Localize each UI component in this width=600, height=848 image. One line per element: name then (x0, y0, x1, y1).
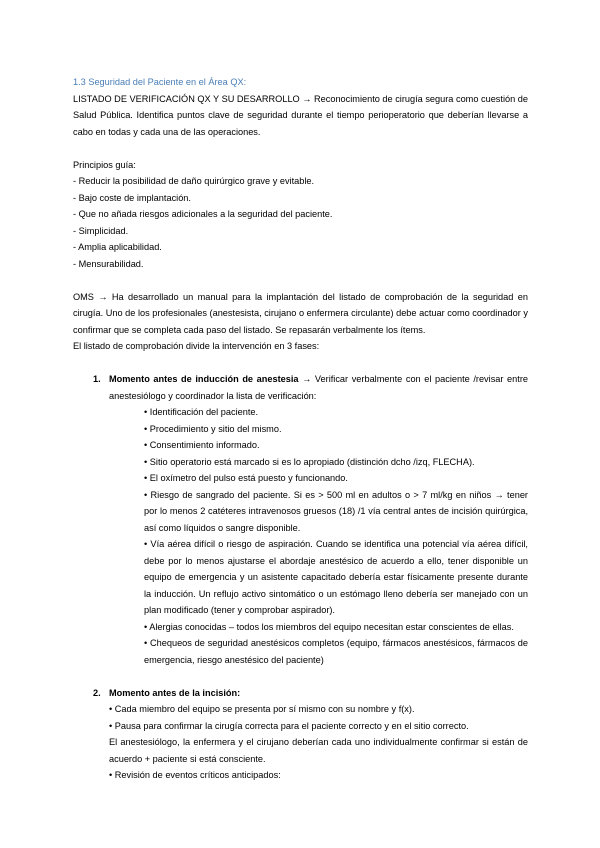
checklist-item: • Identificación del paciente. (144, 407, 259, 417)
phase-1 (93, 371, 528, 668)
section-title: 1.3 Seguridad del Paciente en el Área QX: (73, 77, 247, 87)
checklist-item: • Sitio operatorio está marcado si es lo apropiado (distinción dcho /izq, FLECHA). (144, 456, 475, 467)
checklist-item: • Riesgo de sangrado del paciente. Si es > 500 ml en adultos o > 7 ml/kg en niños → tener por lo menos 2 catéteres intravenosos gruesos (18) /1 vía central antes de incisión quirúrgica, así como líquidos o sangre disponible. (144, 489, 528, 533)
phase-number: 2. (93, 687, 101, 698)
phase-1-checklist (144, 404, 528, 668)
principle-item: - Mensurabilidad. (73, 258, 144, 269)
checklist-item: • Consentimiento informado. (144, 440, 260, 450)
phase-2-line: • Pausa para confirmar la cirugía correcta para el paciente correcto y en el sitio correcto. (109, 720, 469, 731)
phase-1-desc: → Verificar verbalmente con el paciente /revisar entre anestesiólogo y coordinador la lista de verificación: (109, 374, 528, 401)
checklist-item: • Chequeos de seguridad anestésicos completos (equipo, fármacos anestésicos, fármacos de emergencia, riesgo anestésico del paciente) (144, 638, 528, 665)
phase-1-title: Momento antes de inducción de anestesia (109, 374, 299, 384)
checklist-item: • El oxímetro del pulso está puesto y funcionando. (144, 473, 348, 483)
document-page (73, 74, 528, 784)
intro-paragraph: LISTADO DE VERIFICACIÓN QX Y SU DESARROLLO → Reconocimiento de cirugía segura como cuestión de Salud Pública. Identifica puntos clave de seguridad durante el tiempo perioperatorio que deberían llevarse a cabo en todas y cada una de las operaciones. (73, 93, 528, 137)
checklist-item: • Alergias conocidas – todos los miembros del equipo necesitan estar conscientes de ellas. (144, 621, 514, 632)
phase-2 (93, 685, 528, 784)
phase-2-line: • Revisión de eventos críticos anticipados: (109, 770, 281, 780)
principle-item: - Amplia aplicabilidad. (73, 242, 162, 252)
principle-item: - Que no añada riesgos adicionales a la seguridad del paciente. (73, 209, 333, 219)
checklist-item: • Vía aérea difícil o riesgo de aspiración. Cuando se identifica una potencial vía aérea difícil, debe por lo menos ajustarse el abordaje anestésico de acuerdo a ello, tener disponible un equipo de emergencia y un asistente capacitado debería estar físicamente presente durante la inducción. Un reflujo activo sintomático o un estómago lleno debería ser manejado con un plan modificado (tener y comprobar aspirador). (144, 539, 528, 615)
oms-paragraph: OMS → Ha desarrollado un manual para la implantación del listado de comprobación de la seguridad en cirugía. Uno de los profesionales (anestesista, cirujano o enfermera circulante) debe actuar como coordinador y confirmar que se completa cada paso del listado. Se repasarán verbalmente los ítems. (73, 291, 528, 335)
principles-title: Principios guía: (73, 159, 136, 170)
spacer (73, 355, 528, 372)
phase-2-title: Momento antes de la incisión: (109, 687, 241, 698)
spacer (73, 272, 528, 289)
spacer (93, 668, 528, 685)
phase-2-line: • Cada miembro del equipo se presenta por sí mismo con su nombre y f(x). (109, 704, 415, 714)
phase-1-header (109, 371, 528, 404)
principle-item: - Reducir la posibilidad de daño quirúrgico grave y evitable. (73, 176, 315, 186)
phases-intro: El listado de comprobación divide la intervención en 3 fases: (73, 341, 320, 351)
phase-number: 1. (93, 374, 101, 384)
principle-item: - Simplicidad. (73, 225, 129, 236)
phase-2-line: El anestesiólogo, la enfermera y el cirujano deberían cada uno individualmente confirmar si están de acuerdo + paciente si está consciente. (109, 737, 528, 764)
spacer (73, 140, 528, 157)
principle-item: - Bajo coste de implantación. (73, 192, 191, 203)
checklist-item: • Procedimiento y sitio del mismo. (144, 423, 282, 434)
phases-list (93, 371, 528, 784)
